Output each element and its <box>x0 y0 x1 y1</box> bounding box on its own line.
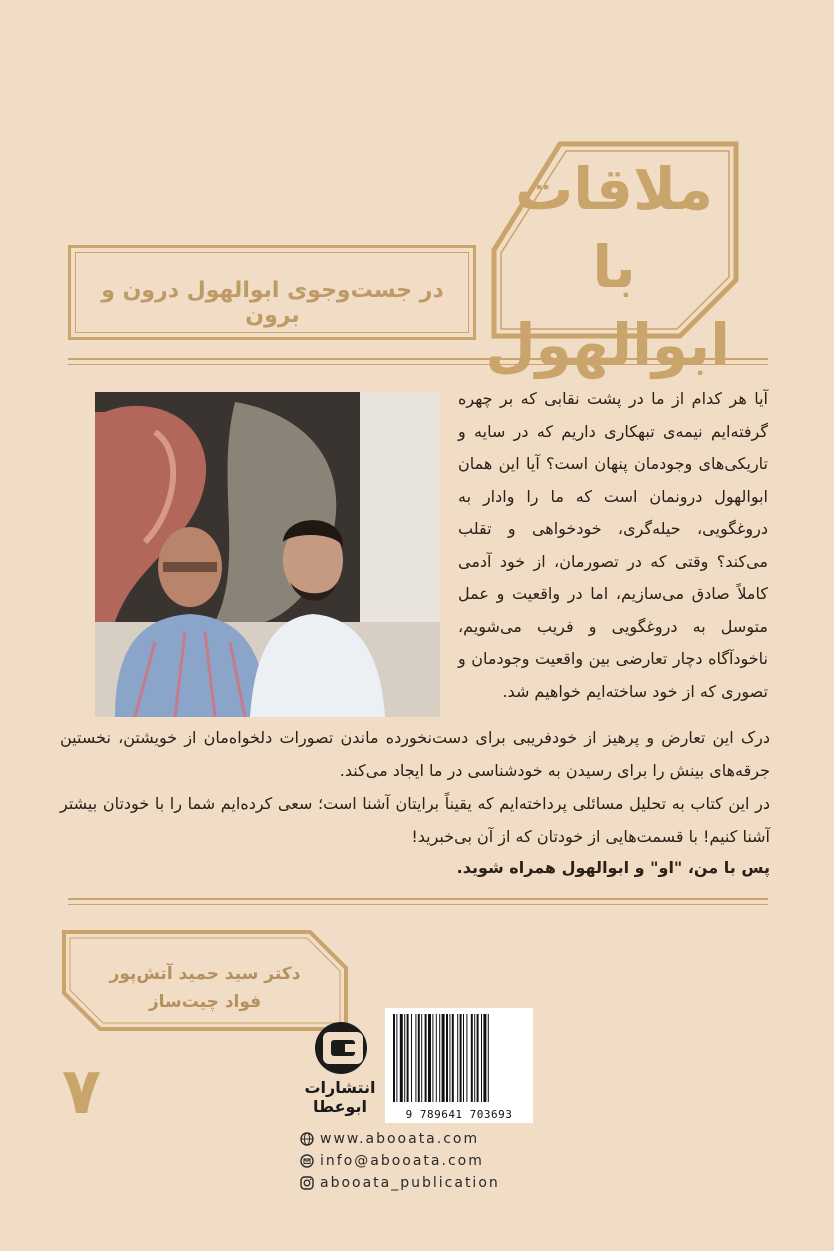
description-paragraph-2: درک این تعارض و پرهیز از خودفریبی برای دست‌نخورده ماندن تصورات دلخواه‌مان از خویشتن، نخستین جرقه‌های بینش را برای رسیدن به خودشناسی در ما ایجاد می‌کند. <box>60 728 770 780</box>
publisher-logo-icon <box>305 1018 377 1078</box>
barcode-bar <box>407 1014 409 1102</box>
barcode-bar <box>428 1014 431 1102</box>
barcode-bar <box>477 1014 479 1102</box>
barcode-bar <box>425 1014 427 1102</box>
barcode-bar <box>466 1014 467 1102</box>
contact-email[interactable] <box>300 1153 484 1169</box>
isbn-barcode <box>385 1008 533 1123</box>
instagram-text: abooata_publication <box>320 1175 500 1191</box>
barcode-bar <box>415 1014 416 1102</box>
barcode-bar <box>460 1014 462 1102</box>
barcode-bar <box>404 1014 405 1102</box>
divider-top <box>68 358 768 360</box>
barcode-bar <box>483 1014 486 1102</box>
title-line-2: با ابوالهول <box>485 233 730 379</box>
author-1: دکتر سید حمید آتش‌پور <box>109 964 301 984</box>
barcode-bar <box>457 1014 458 1102</box>
publisher-name-line-2: ابوعطا <box>312 1097 368 1116</box>
barcode-bar <box>418 1014 420 1102</box>
description-paragraph-3: در این کتاب به تحلیل مسائلی پرداخته‌ایم که یقیناً برایتان آشنا است؛ سعی کرده‌ایم شما را با خودتان بیشتر آشنا کنیم! با قسمت‌هایی از خودتان که از آن بی‌خبرید! <box>60 794 770 846</box>
description-paragraph-1: آیا هر کدام از ما در پشت نقابی که بر چهره گرفته‌ایم نیمه‌ی تبهکاری داریم که در سایه و تاریکی‌های وجودمان پنهان است؟ آیا این همان ابوالهول درونمان است که ما را وادار به دروغگویی، حیله‌گری، خودخواهی و تقلب می‌کند؟ وقتی که در تصورمان، از خود آدمی کاملاً صادق می‌سازیم، اما در واقعیت و عمل متوسل به دروغگویی و فریب می‌شویم، ناخودآگاه دچار تعارضی بین واقعیت وجودمان و تصوری که از خود ساخته‌ایم خواهیم شد. <box>458 389 768 701</box>
barcode-number: 9 789641 703693 <box>405 1108 513 1121</box>
barcode-bar <box>452 1014 454 1102</box>
authors-photo <box>95 392 440 717</box>
barcode-bar <box>432 1014 433 1102</box>
closing-line: پس با من، "او" و ابوالهول همراه شوید. <box>456 858 770 877</box>
subtitle: در جست‌وجوی ابوالهول درون و برون <box>101 278 444 328</box>
instagram-icon <box>300 1176 314 1190</box>
divider-bottom <box>68 898 768 900</box>
barcode-bar <box>442 1014 445 1102</box>
divider-bottom-thin <box>68 904 768 905</box>
author-2: فواد چیت‌ساز <box>148 992 262 1012</box>
barcode-bar <box>439 1014 440 1102</box>
barcode-bar <box>436 1014 437 1102</box>
barcode-bar <box>471 1014 473 1102</box>
authors <box>90 960 320 1016</box>
email-icon <box>300 1154 314 1168</box>
barcode-bar <box>421 1014 422 1102</box>
barcode-bar <box>449 1014 450 1102</box>
publisher-name <box>290 1078 390 1116</box>
barcode-bar <box>393 1014 395 1102</box>
barcode-bars <box>385 1012 533 1108</box>
barcode-bar <box>446 1014 448 1102</box>
globe-icon <box>300 1132 314 1146</box>
barcode-bar <box>481 1014 482 1102</box>
email-text: info@abooata.com <box>320 1153 484 1169</box>
website-text: www.abooata.com <box>320 1131 480 1147</box>
contact-instagram[interactable] <box>300 1175 500 1191</box>
divider-top-thin <box>68 364 768 365</box>
barcode-bar <box>400 1014 403 1102</box>
contact-website[interactable] <box>300 1131 479 1147</box>
volume-number: ۷ <box>62 1055 102 1129</box>
title-line-1: ملاقات <box>515 155 713 223</box>
barcode-bar <box>488 1014 489 1102</box>
barcode-bar <box>463 1014 464 1102</box>
book-title <box>485 150 730 379</box>
barcode-bar <box>474 1014 475 1102</box>
barcode-bar <box>396 1014 397 1102</box>
barcode-bar <box>411 1014 412 1102</box>
publisher-name-line-1: انتشارات <box>304 1078 376 1097</box>
